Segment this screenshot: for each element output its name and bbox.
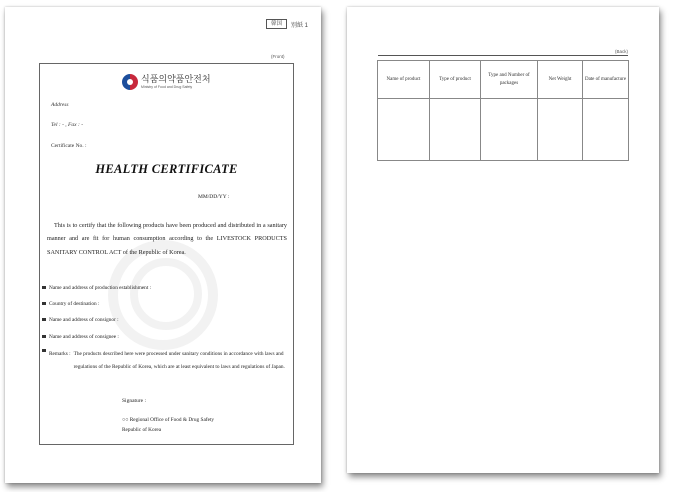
column-header: Net Weight (538, 61, 583, 99)
certificate-back-page (347, 7, 659, 473)
list-item (42, 317, 292, 333)
certificate-front-page (5, 7, 321, 483)
bullet-icon (42, 349, 46, 352)
bullet-icon (42, 318, 46, 321)
document-title: HEALTH CERTIFICATE (95, 162, 238, 176)
remarks-label: Remarks : (49, 351, 71, 357)
table-cell (430, 99, 481, 161)
table-cell (583, 99, 629, 161)
tel-fax-label: Tel : - , Fax : - (51, 122, 84, 128)
issuing-office (122, 415, 214, 435)
logo-english-name: Ministry of Food and Drug Safety (141, 84, 193, 89)
address-label: Address (51, 102, 69, 108)
remarks-text: The products described here were processed under sanitary conditions in accordance with laws and regulations of the Republic of Korea, which are at least equivalent to laws and regulations of Japan. (73, 351, 285, 370)
column-header: Name of product (378, 61, 430, 99)
office-line-1: ○○ Regional Office of Food & Drug Safety (122, 417, 215, 423)
list-item (42, 301, 292, 317)
table-cell (378, 99, 430, 161)
table-cell (538, 99, 583, 161)
back-label: (Back) (615, 49, 629, 54)
bullet-icon (42, 302, 46, 305)
taegeuk-logo-icon (122, 74, 138, 90)
certification-statement-text: This is to certify that the following products have been produced and distributed in a sanitary manner and are fit for human consumption according to the LIVESTOCK PRODUCTS SANITARY CONTROL ACT of the Republic of Korea. (47, 222, 287, 256)
item-label: Country of destination : (49, 301, 100, 308)
bullet-icon (42, 286, 46, 289)
column-header: Type of product (430, 61, 481, 99)
header-tag-box: 韓国 (266, 19, 287, 29)
certificate-number-label: Certificate No. : (51, 143, 87, 149)
table-header-row (378, 61, 629, 99)
signature-label: Signature : (122, 398, 146, 404)
certificate-frame (39, 63, 294, 445)
item-label: Name and address of consignor : (49, 317, 119, 324)
item-label: Name and address of consignee : (49, 333, 119, 340)
office-line-2: Republic of Korea (122, 427, 162, 433)
column-header: Type and Number of packages (481, 61, 538, 99)
item-label: Name and address of production establishment : (49, 285, 152, 291)
certification-statement (47, 219, 287, 259)
table-row (378, 99, 629, 161)
ministry-logo (122, 74, 211, 90)
certificate-fields (42, 285, 292, 350)
header-tag (266, 19, 308, 29)
bullet-icon (42, 335, 46, 338)
column-header: Date of manufacture (583, 61, 629, 99)
front-label: (Front) (271, 54, 285, 59)
date-label: MM/DD/YY : (198, 194, 230, 200)
table-cell (481, 99, 538, 161)
remarks (42, 348, 290, 374)
list-item (42, 285, 292, 301)
logo-korean-name: 식품의약품안전처 (141, 74, 211, 85)
products-table (377, 60, 629, 161)
header-tag-label: 別紙 1 (291, 22, 309, 29)
header-rule (378, 55, 628, 56)
